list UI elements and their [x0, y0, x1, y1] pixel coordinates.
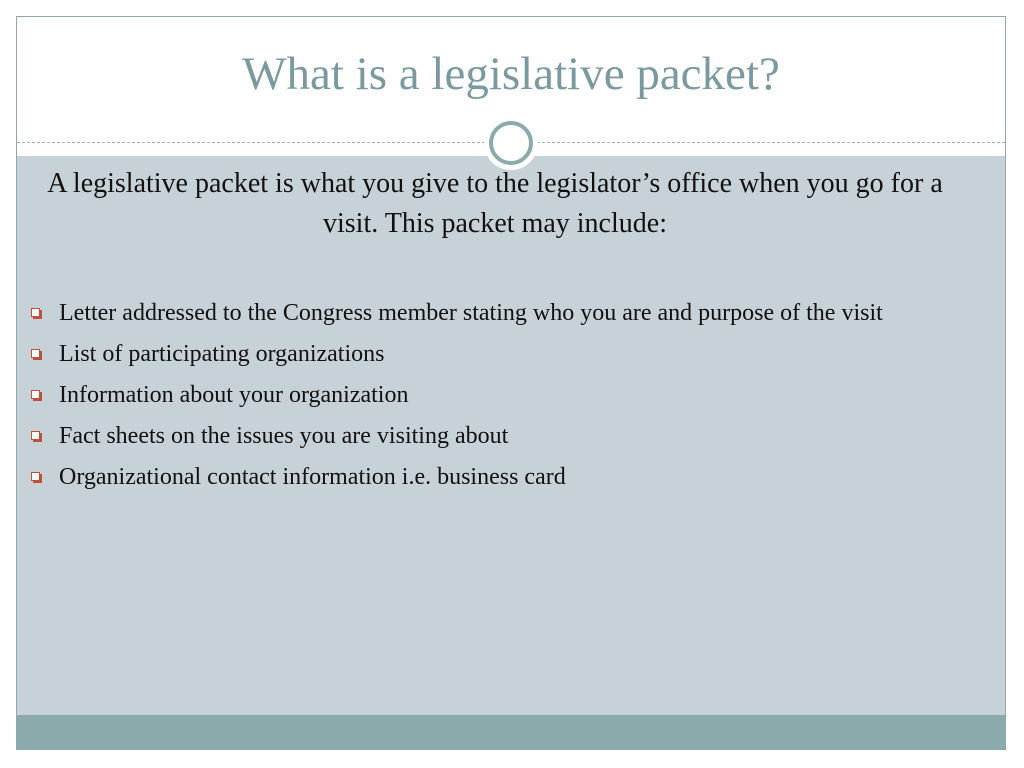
slide-title: What is a legislative packet? [242, 48, 780, 100]
bullet-text: Fact sheets on the issues you are visiting about [59, 423, 509, 449]
bullet-text: List of participating organizations [59, 341, 385, 367]
bullet-item [28, 419, 928, 453]
bullet-item [28, 460, 928, 494]
intro-paragraph: A legislative packet is what you give to the legislator’s office when you go for a visit. This packet may include: [47, 168, 943, 239]
bullet-item [28, 378, 928, 412]
circle-ornament-icon [484, 116, 538, 170]
footer-band [17, 715, 1005, 749]
hollow-square-bullet-icon [31, 431, 40, 440]
bullet-list [28, 296, 928, 501]
bullet-item [28, 296, 928, 330]
hollow-square-bullet-icon [31, 308, 40, 317]
hollow-square-bullet-icon [31, 349, 40, 358]
hollow-square-bullet-icon [31, 472, 40, 481]
hollow-square-bullet-icon [31, 390, 40, 399]
bullet-text: Information about your organization [59, 382, 409, 408]
bullet-item [28, 337, 928, 371]
bullet-text: Letter addressed to the Congress member stating who you are and purpose of the visit [59, 300, 883, 326]
bullet-text: Organizational contact information i.e. business card [59, 464, 566, 490]
ring-icon [489, 121, 533, 165]
